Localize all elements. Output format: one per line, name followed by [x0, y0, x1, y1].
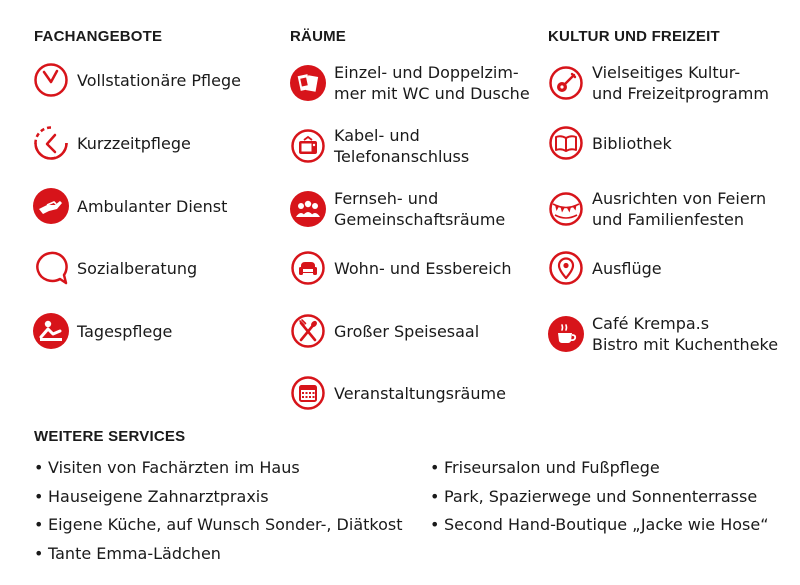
partial-clock-icon — [33, 125, 69, 161]
fachangebote-heading: FACHANGEBOTE — [34, 28, 163, 45]
person-resting-icon — [33, 313, 69, 349]
list-item: • Hauseigene Zahnarztpraxis — [34, 486, 269, 506]
services-list-right — [430, 454, 769, 540]
raum-item — [290, 250, 512, 286]
fachangebot-label: Ambulanter Dienst — [77, 196, 228, 216]
services-list-left — [34, 454, 403, 568]
fachangebot-item — [33, 188, 227, 224]
kultur-label: Vielseitiges Kultur- und Freizeitprogramm — [592, 63, 769, 103]
helping-hand-icon — [33, 188, 69, 224]
fachangebot-item — [33, 125, 191, 161]
clock-icon — [33, 62, 69, 98]
raum-label: Einzel- und Doppelzim- mer mit WC und Dusche — [334, 63, 530, 103]
bunting-icon — [548, 191, 584, 227]
calendar-icon — [290, 375, 326, 411]
fachangebot-label: Tagespflege — [77, 321, 173, 341]
raum-item — [290, 375, 506, 411]
rooms-icon — [290, 65, 326, 101]
list-item: • Park, Spazierwege und Sonnenterrasse — [430, 486, 758, 506]
fachangebot-item — [33, 62, 241, 98]
kultur-item — [548, 125, 672, 161]
raum-item — [290, 125, 469, 167]
armchair-icon — [290, 250, 326, 286]
raum-label: Wohn- und Essbereich — [334, 258, 512, 278]
raum-label: Fernseh- und Gemeinschaftsräume — [334, 189, 506, 229]
raum-item — [290, 313, 479, 349]
fachangebot-label: Kurzzeitpflege — [77, 133, 191, 153]
raeume-heading: RÄUME — [290, 28, 346, 45]
fachangebot-item — [33, 313, 172, 349]
kultur-label: Ausflüge — [592, 258, 662, 278]
kultur-item — [548, 62, 769, 104]
kultur-item — [548, 313, 778, 355]
raum-label: Großer Speisesaal — [334, 321, 480, 341]
kultur-label: Bibliothek — [592, 133, 672, 153]
list-item: • Second Hand-Boutique „Jacke wie Hose“ — [430, 515, 769, 534]
book-icon — [548, 125, 584, 161]
list-item: • Friseursalon und Fußpflege — [430, 458, 660, 477]
weitere-services-heading: WEITERE SERVICES — [34, 428, 186, 445]
fachangebot-label: Vollstationäre Pflege — [77, 70, 241, 90]
coffee-cup-icon — [548, 316, 584, 352]
list-item: • Tante Emma-Lädchen — [34, 543, 221, 563]
raum-label: Veranstaltungsräume — [334, 383, 506, 403]
kultur-item — [548, 188, 766, 230]
raum-label: Kabel- und Telefonanschluss — [334, 126, 470, 166]
speech-bubble-icon — [33, 250, 69, 286]
kultur-label: Café Krempa.s Bistro mit Kuchentheke — [592, 314, 779, 354]
guitar-icon — [548, 65, 584, 101]
kultur-heading: KULTUR UND FREIZEIT — [548, 28, 720, 45]
raum-item — [290, 62, 530, 104]
kultur-label: Ausrichten von Feiern und Familienfesten — [592, 189, 767, 229]
group-icon — [290, 191, 326, 227]
location-pin-icon — [548, 250, 584, 286]
tv-icon — [290, 128, 326, 164]
list-item: • Visiten von Fachärzten im Haus — [34, 458, 300, 477]
cutlery-icon — [290, 313, 326, 349]
raum-item — [290, 188, 505, 230]
fachangebot-item — [33, 250, 197, 286]
list-item: • Eigene Küche, auf Wunsch Sonder-, Diätkost — [34, 515, 403, 534]
fachangebot-label: Sozialberatung — [77, 258, 198, 278]
kultur-item — [548, 250, 662, 286]
